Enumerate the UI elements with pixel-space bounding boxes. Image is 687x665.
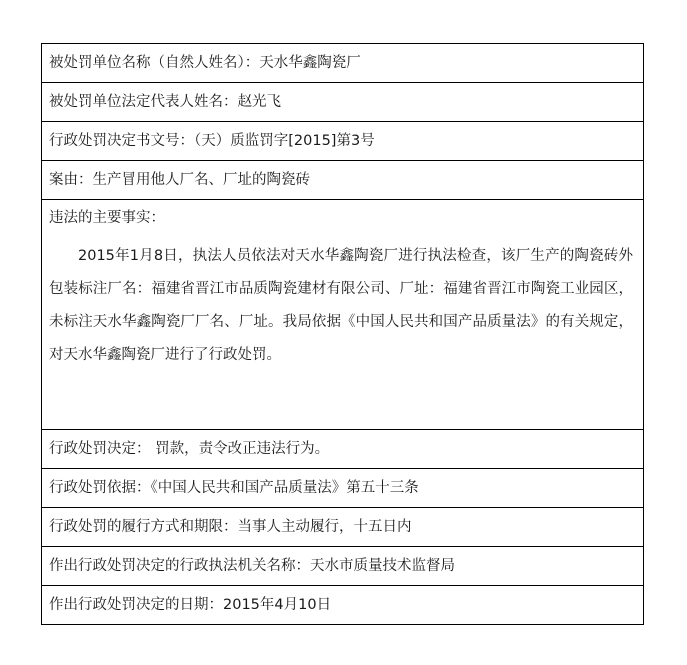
row-decision-date: [42, 586, 644, 625]
decision-number-cell: 行政处罚决定书文号：（天）质监罚字[2015]第3号: [42, 122, 644, 161]
penalty-decision-cell: 行政处罚决定： 罚款，责令改正违法行为。: [42, 430, 644, 469]
penalty-info-table: [41, 43, 644, 625]
row-issuing-authority: [42, 547, 644, 586]
row-execution-method: [42, 508, 644, 547]
punished-name-cell: 被处罚单位名称（自然人姓名）：天水华鑫陶瓷厂: [42, 44, 644, 83]
row-main-facts: [42, 200, 644, 430]
row-penalty-decision: [42, 430, 644, 469]
execution-method-cell: 行政处罚的履行方式和期限：当事人主动履行，十五日内: [42, 508, 644, 547]
issuing-authority-cell: 作出行政处罚决定的行政执法机关名称：天水市质量技术监督局: [42, 547, 644, 586]
penalty-basis-cell: 行政处罚依据：《中国人民共和国产品质量法》第五十三条: [42, 469, 644, 508]
decision-date-cell: 作出行政处罚决定的日期：2015年4月10日: [42, 586, 644, 625]
main-facts-cell: [42, 200, 644, 430]
row-punished-name: [42, 44, 644, 83]
main-facts-label: 违法的主要事实：: [49, 210, 165, 226]
row-decision-number: [42, 122, 644, 161]
row-case-cause: [42, 161, 644, 200]
row-legal-representative: [42, 83, 644, 122]
row-penalty-basis: [42, 469, 644, 508]
case-cause-cell: 案由：生产冒用他人厂名、厂址的陶瓷砖: [42, 161, 644, 200]
main-facts-body: 2015年1月8日，执法人员依法对天水华鑫陶瓷厂进行执法检查，该厂生产的陶瓷砖外包装标注厂名：福建省晋江市品质陶瓷建材有限公司、厂址：福建省晋江市陶瓷工业园区，未标注天水华鑫陶瓷厂厂名、厂址。我局依据《中国人民共和国产品质量法》的有关规定，对天水华鑫陶瓷厂进行了行政处罚。: [49, 248, 633, 363]
legal-representative-cell: 被处罚单位法定代表人姓名：赵光飞: [42, 83, 644, 122]
